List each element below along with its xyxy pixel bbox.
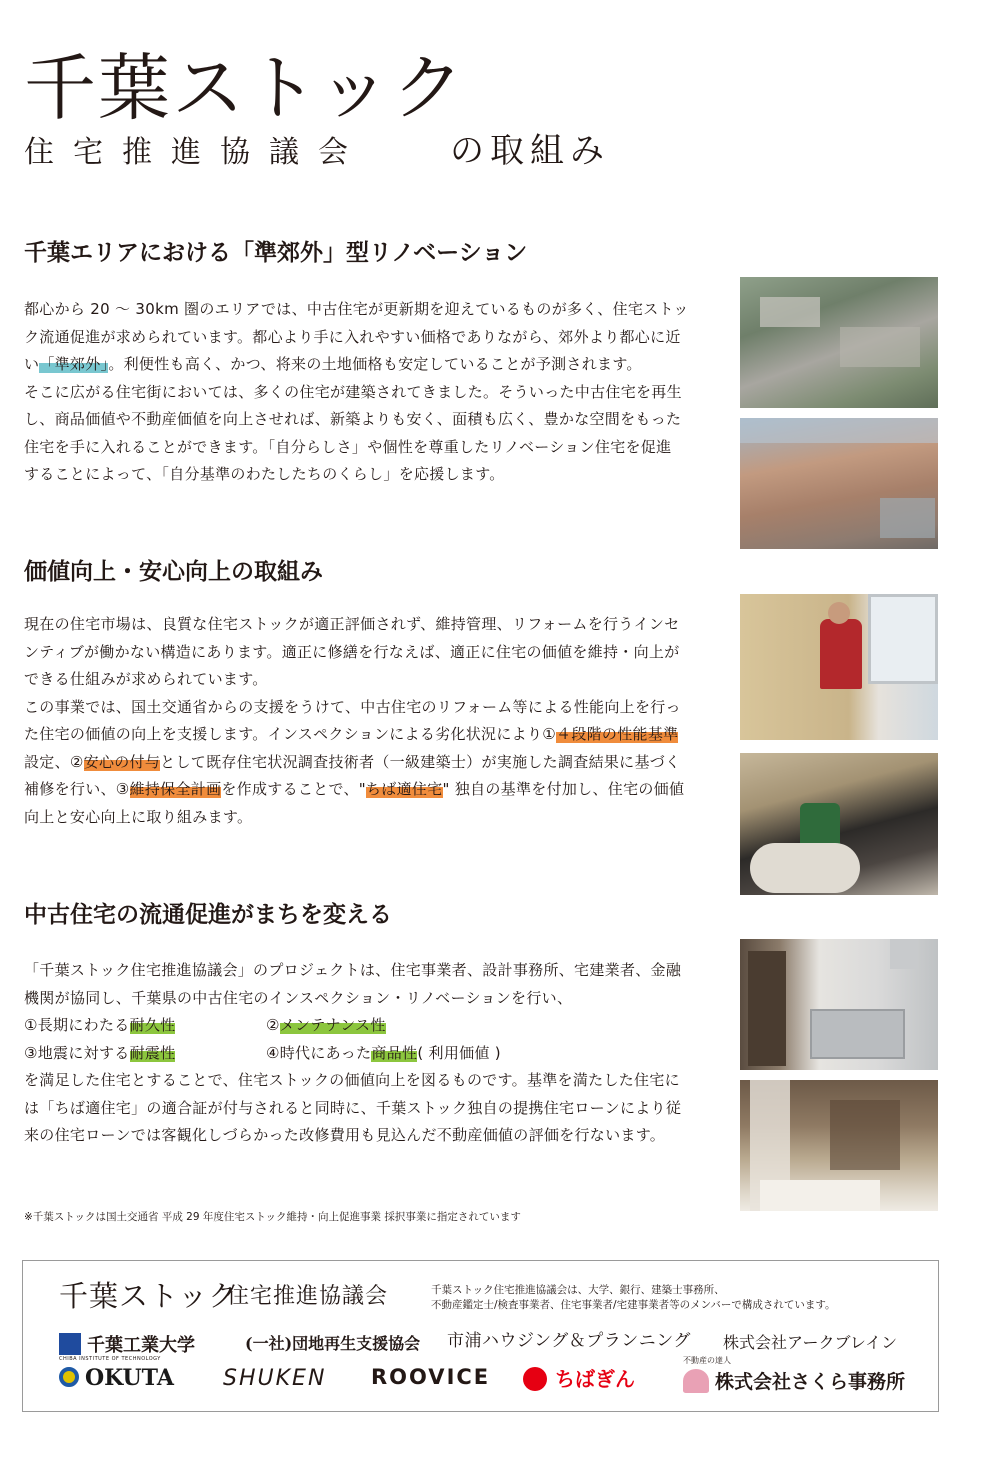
- member-danchi-saisei: (一社)団地再生支援協会: [245, 1334, 421, 1353]
- footer-logo: 千葉ストック: [59, 1279, 239, 1313]
- section1-heading: 千葉エリアにおける「準郊外」型リノベーション: [24, 240, 527, 266]
- sakura-logo-icon: [683, 1369, 709, 1393]
- aerial-photo-1: [740, 277, 938, 408]
- inspection-photo-1: [740, 594, 938, 740]
- member-chiba-institute-of-technology: 千葉工業大学 CHIBA INSTITUTE OF TECHNOLOGY: [59, 1335, 195, 1362]
- highlight-junkogai: 「準郊外」: [39, 355, 109, 373]
- interior-photo-living: [740, 1080, 938, 1211]
- member-okuta: OKUTA: [59, 1367, 174, 1389]
- okuta-logo-icon: [59, 1367, 79, 1387]
- member-arcbrain: 株式会社アークブレイン: [723, 1333, 898, 1352]
- section2-body: 現在の住宅市場は、良質な住宅ストックが適正評価されず、維持管理、リフォームを行うインセ ンティブが働かない構造にあります。適正に修繕を行なえば、適正に住宅の価値を維持・向上が できる仕組みが求められています。 この事業では、国土交通省からの支援をうけて、中古住宅のリフォーム等による性能向上を行っ た住宅の価値の向上を支援します。インスペクションによる劣化状況により①４段階の性能基準 設定、②安心の付与として既存住宅状況調査技術者（一級建築士）が実施した調査結果に基づく 補修を行い、③維持保全計画を作成することで、"ちば適住宅" 独自の基準を付加し、住宅の価値 向上と安心向上に取り組みます。: [24, 615, 685, 826]
- highlight-4-level-standard: ４段階の性能基準: [556, 725, 679, 743]
- member-footer: [22, 1260, 939, 1412]
- highlight-assurance: 安心の付与: [83, 752, 161, 771]
- list-item: ④時代にあった商品性( 利用価値 ): [266, 1043, 501, 1062]
- member-roovice: ROOVICE: [371, 1365, 491, 1389]
- highlight-durability: 耐久性: [129, 1016, 176, 1034]
- inspection-photo-2: [740, 753, 938, 895]
- member-shuken: SHUKEN: [223, 1366, 327, 1391]
- member-chibagin: ちばぎん: [523, 1367, 635, 1391]
- footnote: ※千葉ストックは国土交通省 平成 29 年度住宅ストック維持・向上促進事業 採択事業に指定されています: [24, 1211, 521, 1223]
- header-logo: 千葉ストック: [24, 46, 466, 130]
- section3-heading: 中古住宅の流通促進がまちを変える: [24, 902, 392, 928]
- member-sakura-tagline: 不動産の達人: [683, 1356, 731, 1365]
- section2-heading: 価値向上・安心向上の取組み: [24, 559, 323, 585]
- cit-logo-icon: [59, 1333, 81, 1355]
- member-ichiura-housing: 市浦ハウジング＆プランニング: [447, 1331, 691, 1351]
- member-sakura-jimusho: 株式会社さくら事務所: [683, 1369, 905, 1393]
- list-item: ②メンテナンス性: [266, 1016, 386, 1034]
- highlight-earthquake-resistance: 耐震性: [129, 1043, 176, 1062]
- list-item: ③地震に対する耐震性: [24, 1043, 176, 1062]
- interior-photo-kitchen: [740, 939, 938, 1070]
- highlight-maintenance-plan: 維持保全計画: [129, 780, 222, 798]
- list-item: ①長期にわたる耐久性: [24, 1016, 176, 1034]
- header-tagline: の取組み: [450, 131, 610, 171]
- aerial-photo-2: [740, 418, 938, 549]
- highlight-maintainability: メンテナンス性: [279, 1016, 386, 1034]
- header-logo-subtitle: 住宅推進協議会: [24, 135, 367, 170]
- footer-logo-subtitle: 住宅推進協議会: [227, 1284, 389, 1309]
- section3-body: 「千葉ストック住宅推進協議会」のプロジェクトは、住宅事業者、設計事務所、宅建業者、金融 機関が協同し、千葉県の中古住宅のインスペクション・リノベーションを行い、 ①長期にわたる耐久性 ②メンテナンス性 ③地震に対する耐震性 ④時代にあった商品性( 利用価値 ) を満足した住宅とすることで、住宅ストックの価値向上を図るものです。基準を満たした住宅に は「ちば適住宅」の適合証が付与されると同時に、千葉ストック独自の提携住宅ローンにより従 来の住宅ローンでは客観化しづらかった改修費用も見込んだ不動産価値の評価を行ないます。: [24, 961, 682, 1144]
- chibagin-flower-icon: [523, 1367, 547, 1391]
- highlight-chiba-teki-jutaku: ちば適住宅: [365, 780, 443, 798]
- highlight-marketability: 商品性: [371, 1043, 418, 1062]
- section1-body: 都心から 20 ～ 30km 圏のエリアでは、中古住宅が更新期を迎えているものが多く、住宅ストッ ク流通促進が求められています。都心より手に入れやすい価格でありながら、郊外より都心に近 い「準郊外」。利便性も高く、かつ、将来の土地価格も安定していることが予測されます。 そこに広がる住宅街においては、多くの住宅が建築されてきました。そういった中古住宅を再生 し、商品価値や不動産価値を向上させれば、新築よりも安く、面積も広く、豊かな空間をもった 住宅を手に入れることができます。「自分らしさ」や個性を尊重したリノベーション住宅を促進 することによって、「自分基準のわたしたちのくらし」を応援します。: [24, 300, 689, 483]
- footer-description: 千葉ストック住宅推進協議会は、大学、銀行、建築士事務所、 不動産鑑定士/検査事業者、住宅事業者/宅建事業者等のメンバーで構成されています。: [431, 1284, 836, 1311]
